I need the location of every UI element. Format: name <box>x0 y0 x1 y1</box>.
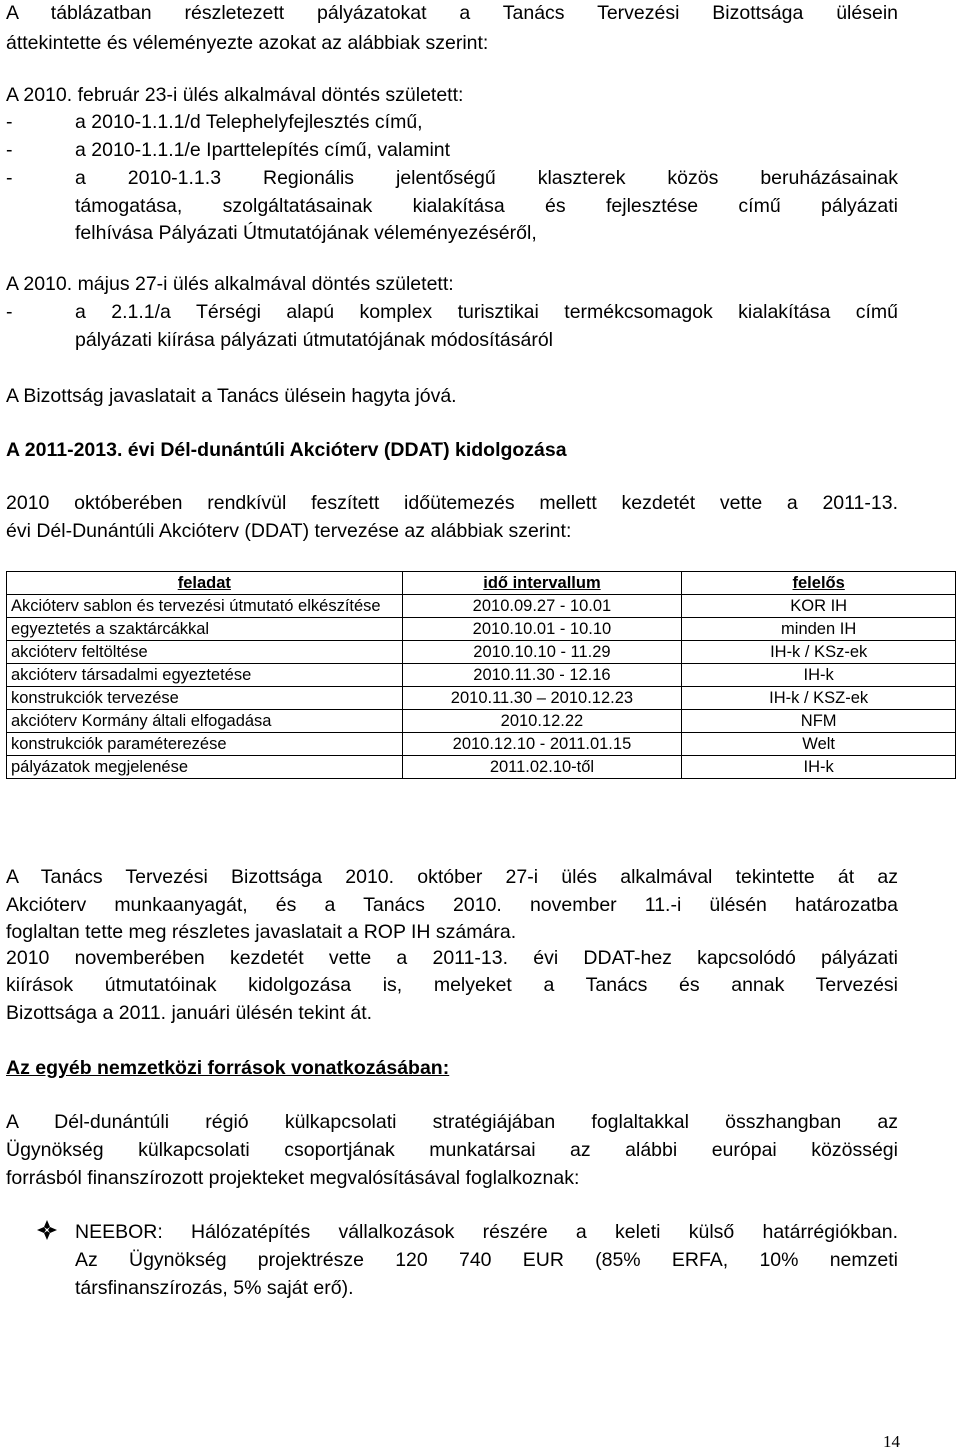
council-line-3: foglaltan tette meg részletes javaslatait a ROP IH számára. <box>6 921 517 943</box>
responsible-cell: IH-k / KSz-ek <box>682 641 956 664</box>
feb-meeting-heading: A 2010. február 23-i ülés alkalmával döntés született: <box>6 84 464 106</box>
list-dash: - <box>6 167 13 189</box>
table-row <box>7 733 956 756</box>
responsible-cell: KOR IH <box>682 595 956 618</box>
may-meeting-heading: A 2010. május 27-i ülés alkalmával döntés született: <box>6 273 454 295</box>
table-row <box>7 687 956 710</box>
column-header: feladat <box>7 572 403 595</box>
table-row <box>7 641 956 664</box>
bullet-line-3: társfinanszírozás, 5% saját erő). <box>75 1277 354 1299</box>
table-row <box>7 710 956 733</box>
intl-body-line-3: forrásból finanszírozott projekteket megvalósításával foglalkoznak: <box>6 1167 580 1189</box>
list-item-continued: támogatása, szolgáltatásainak kialakítása és fejlesztése című pályázati <box>75 195 898 217</box>
page-number: 14 <box>883 1432 900 1451</box>
task-cell: konstrukciók tervezése <box>7 687 403 710</box>
intl-body-line-2: Ügynökség külkapcsolati csoportjának munkatársai az alábbi európai közösségi <box>6 1139 898 1161</box>
task-cell: Akcióterv sablon és tervezési útmutató elkészítése <box>7 595 403 618</box>
responsible-cell: IH-k <box>682 756 956 779</box>
council-line-4: 2010 novemberében kezdetét vette a 2011-13. évi DDAT-hez kapcsolódó pályázati <box>6 947 898 969</box>
table-row <box>7 664 956 687</box>
column-header: felelős <box>682 572 956 595</box>
table-row <box>7 756 956 779</box>
intro-line-2: áttekintette és véleményezte azokat az alábbiak szerint: <box>6 32 489 54</box>
responsible-cell: NFM <box>682 710 956 733</box>
list-item-continued: pályázati kiírása pályázati útmutatójának módosításáról <box>75 329 553 351</box>
list-item-continued: felhívása Pályázati Útmutatójának véleményezéséről, <box>75 222 537 244</box>
schedule-table <box>6 571 956 779</box>
intro-line-1: A táblázatban részletezett pályázatokat a Tanács Tervezési Bizottsága ülésein <box>6 2 898 24</box>
column-header: idő intervallum <box>402 572 682 595</box>
table-row <box>7 595 956 618</box>
ddat-heading: A 2011-2013. évi Dél-dunántúli Akcióterv (DDAT) kidolgozása <box>6 439 567 461</box>
task-cell: akcióterv társadalmi egyeztetése <box>7 664 403 687</box>
task-cell: akcióterv Kormány általi elfogadása <box>7 710 403 733</box>
table-row <box>7 618 956 641</box>
council-line-2: Akcióterv munkaanyagát, és a Tanács 2010. november 11.-i ülésén határozatba <box>6 894 898 916</box>
ddat-intro-line-1: 2010 októberében rendkívül feszített időütemezés mellett kezdetét vette a 2011-13. <box>6 492 898 514</box>
council-line-1: A Tanács Tervezési Bizottsága 2010. október 27-i ülés alkalmával tekintette át az <box>6 866 898 888</box>
intl-heading: Az egyéb nemzetközi források vonatkozásában: <box>6 1057 450 1079</box>
bullet-line-1: NEEBOR: Hálózatépítés vállalkozások részére a keleti külső határrégiókban. <box>75 1221 898 1243</box>
intl-body-line-1: A Dél-dunántúli régió külkapcsolati stratégiájában foglaltakkal összhangban az <box>6 1111 898 1133</box>
responsible-cell: Welt <box>682 733 956 756</box>
task-cell: egyeztetés a szaktárcákkal <box>7 618 403 641</box>
task-cell: pályázatok megjelenése <box>7 756 403 779</box>
ddat-intro-line-2: évi Dél-Dunántúli Akcióterv (DDAT) tervezése az alábbiak szerint: <box>6 520 572 542</box>
task-cell: konstrukciók paraméterezése <box>7 733 403 756</box>
list-item: a 2010-1.1.1/d Telephelyfejlesztés című, <box>75 111 423 133</box>
interval-cell: 2011.02.10-től <box>402 756 682 779</box>
interval-cell: 2010.12.10 - 2011.01.15 <box>402 733 682 756</box>
bullet-line-2: Az Ügynökség projektrésze 120 740 EUR (85% ERFA, 10% nemzeti <box>75 1249 898 1271</box>
list-dash: - <box>6 111 13 133</box>
list-dash: - <box>6 301 13 323</box>
interval-cell: 2010.11.30 - 12.16 <box>402 664 682 687</box>
council-line-6: Bizottsága a 2011. januári ülésén tekint át. <box>6 1002 373 1024</box>
interval-cell: 2010.12.22 <box>402 710 682 733</box>
table-header-row <box>7 572 956 595</box>
council-line-5: kiírások útmutatóinak kidolgozása is, melyeket a Tanács és annak Tervezési <box>6 974 898 996</box>
interval-cell: 2010.10.01 - 10.10 <box>402 618 682 641</box>
list-item: a 2010-1.1.1/e Iparttelepítés című, valamint <box>75 139 451 161</box>
responsible-cell: minden IH <box>682 618 956 641</box>
interval-cell: 2010.10.10 - 11.29 <box>402 641 682 664</box>
approval-text: A Bizottság javaslatait a Tanács ülésein hagyta jóvá. <box>6 385 457 407</box>
list-dash: - <box>6 139 13 161</box>
diamond-bullet-icon <box>36 1219 58 1241</box>
interval-cell: 2010.09.27 - 10.01 <box>402 595 682 618</box>
list-item: a 2.1.1/a Térségi alapú komplex turisztikai termékcsomagok kialakítása című <box>75 301 898 323</box>
list-item: a 2010-1.1.3 Regionális jelentőségű klaszterek közös beruházásainak <box>75 167 898 189</box>
interval-cell: 2010.11.30 – 2010.12.23 <box>402 687 682 710</box>
responsible-cell: IH-k / KSZ-ek <box>682 687 956 710</box>
task-cell: akcióterv feltöltése <box>7 641 403 664</box>
responsible-cell: IH-k <box>682 664 956 687</box>
